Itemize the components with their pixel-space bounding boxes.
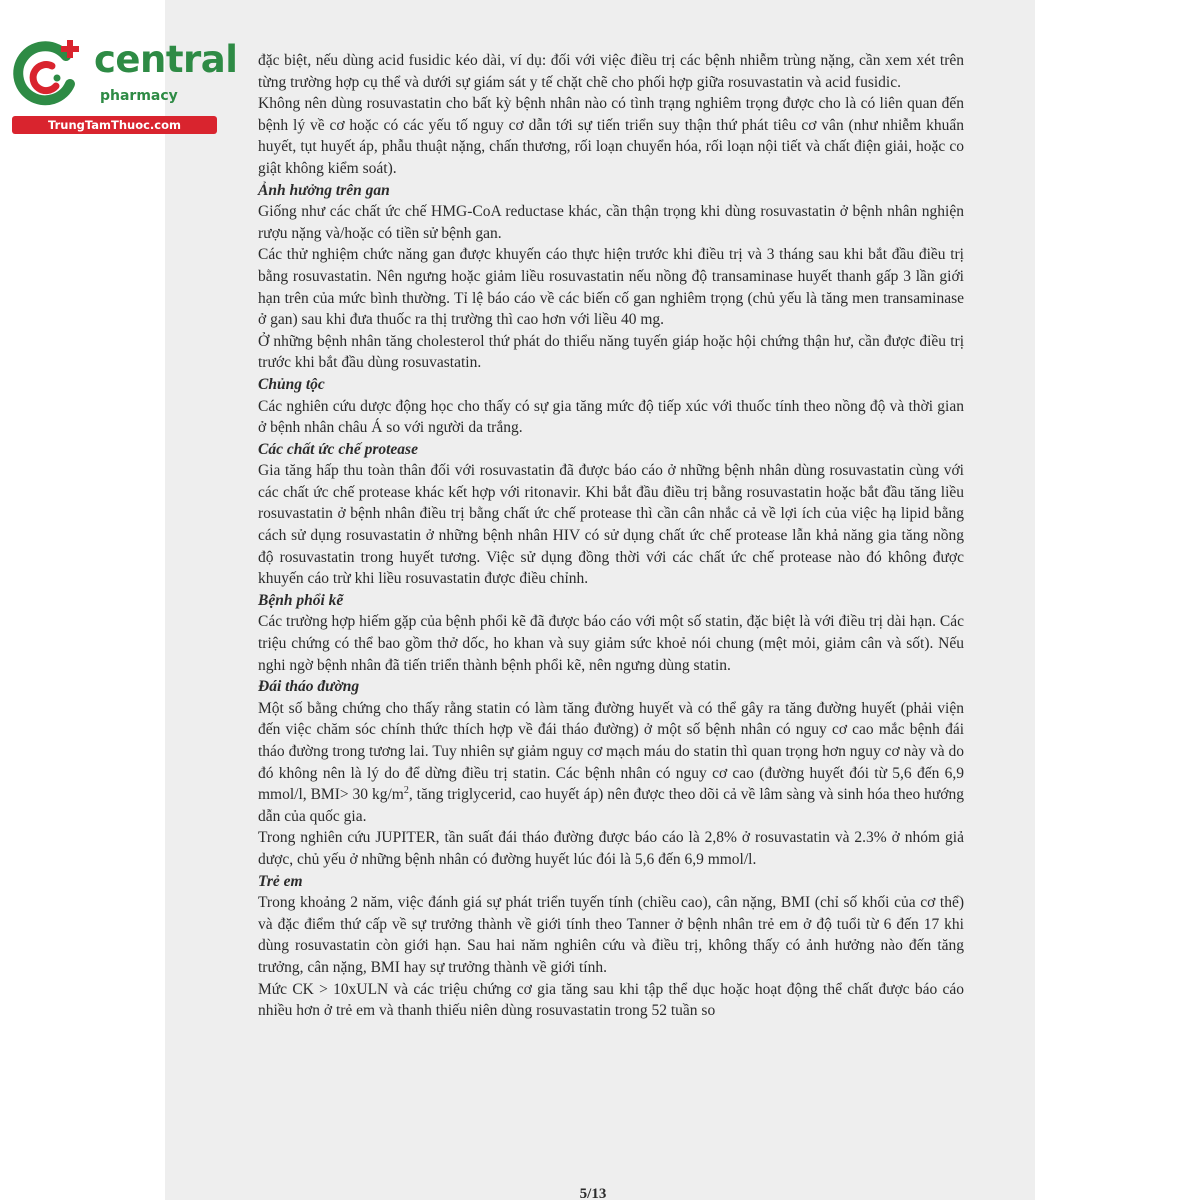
central-pharmacy-logo[interactable] xyxy=(8,36,238,136)
paragraph: Các trường hợp hiếm gặp của bệnh phổi kẽ đã được báo cáo với một số statin, đặc biệt là với điều trị dài hạn. Các triệu chứng có thể bao gồm thở dốc, ho khan và suy giảm sức khoẻ nói chung (mệt mỏi, giảm cân và sốt). Nếu nghi ngờ bệnh nhân đã tiến triển thành bệnh phổi kẽ, nên ngưng dùng statin. xyxy=(258,613,964,674)
section-heading-liver: Ảnh hưởng trên gan xyxy=(258,181,390,199)
paragraph: Gia tăng hấp thu toàn thân đối với rosuvastatin đã được báo cáo ở những bệnh nhân dùng rosuvastatin cùng với các chất ức chế protease khác kết hợp với ritonavir. Khi bắt đầu điều trị bằng rosuvastatin hoặc bắt đầu tăng liều rosuvastatin ở bệnh nhân điều trị bằng chất ức chế protease thì cần cân nhắc cả về lợi ích của việc hạ lipid bằng cách sử dụng rosuvastatin ở những bệnh nhân HIV có sử dụng chất ức chế protease lẫn khả năng gia tăng nồng độ rosuvastatin trong huyết tương. Việc sử dụng đồng thời với các chất ức chế protease nào đó không được khuyến cáo trừ khi liều rosuvastatin được điều chỉnh. xyxy=(258,462,964,588)
paragraph: Ở những bệnh nhân tăng cholesterol thứ phát do thiểu năng tuyến giáp hoặc hội chứng thận hư, cần được điều trị trước khi bắt đầu dùng rosuvastatin. xyxy=(258,332,964,372)
logo-subtitle: pharmacy xyxy=(100,88,178,104)
logo-name: central xyxy=(94,38,238,81)
document-body xyxy=(258,50,964,1022)
paragraph: Trong khoảng 2 năm, việc đánh giá sự phát triển tuyến tính (chiều cao), cân nặng, BMI (chỉ số khối của cơ thể) và đặc điểm thứ cấp về sự trưởng thành về giới tính theo Tanner ở bệnh nhân trẻ em ở độ tuổi từ 6 đến 17 khi dùng rosuvastatin còn giới hạn. Sau hai năm nghiên cứu và điều trị, không thấy có ảnh hưởng nào đến tăng trưởng, cân nặng, BMI hay sự trưởng thành về giới tính. xyxy=(258,894,964,976)
text-run: , tăng triglycerid, cao huyết áp) nên được theo dõi cả về lâm sàng và sinh hóa theo hướng dẫn của quốc gia. xyxy=(258,786,964,825)
paragraph: đặc biệt, nếu dùng acid fusidic kéo dài, ví dụ: đối với việc điều trị các bệnh nhiễm trùng nặng, cần xem xét trên từng trường hợp cụ thể và dưới sự giám sát y tế chặt chẽ cho phối hợp giữa rosuvastatin và acid fusidic. xyxy=(258,52,964,91)
text-run: Một số bằng chứng cho thấy rằng statin có làm tăng đường huyết và có thể gây ra tăng đường huyết (phải viện đến việc chăm sóc chính thức thích hợp về đái tháo đường) ở một số bệnh nhân có nguy cơ cao mắc bệnh đái tháo đường trong tương lai. Tuy nhiên sự giảm nguy cơ mạch máu do statin thì quan trọng hơn nguy cơ này và do đó không nên là lý do để dừng điều trị statin. Các bệnh nhân có nguy cơ cao (đường huyết đói từ 5,6 đến 6,9 mmol/l, BMI> 30 kg/m xyxy=(258,699,964,804)
paragraph xyxy=(258,698,964,828)
superscript: 2 xyxy=(403,785,409,797)
paragraph: Mức CK > 10xULN và các triệu chứng cơ gia tăng sau khi tập thể dục hoặc hoạt động thể chất được báo cáo nhiều hơn ở trẻ em và thanh thiếu niên dùng rosuvastatin trong 52 tuần so xyxy=(258,980,964,1020)
pharmacy-cross-logo-icon xyxy=(12,38,86,112)
section-heading-lung: Bệnh phổi kẽ xyxy=(258,591,344,609)
section-heading-protease: Các chất ức chế protease xyxy=(258,440,418,458)
section-heading-race: Chủng tộc xyxy=(258,375,325,393)
paragraph: Trong nghiên cứu JUPITER, tần suất đái tháo đường được báo cáo là 2,8% ở rosuvastatin và 2.3% ở nhóm giả dược, chủ yếu ở những bệnh nhân có đường huyết lúc đói là 5,6 đến 6,9 mmol/l. xyxy=(258,829,964,868)
page-number: 5/13 xyxy=(579,1186,607,1202)
section-heading-children: Trẻ em xyxy=(258,872,303,890)
paragraph: Các thử nghiệm chức năng gan được khuyến cáo thực hiện trước khi điều trị và 3 tháng sau khi bắt đầu điều trị bằng rosuvastatin. Nên ngưng hoặc giảm liều rosuvastatin nếu nồng độ transaminase huyết thanh gấp 3 lần giới hạn trên của mức bình thường. Tỉ lệ báo cáo về các biến cố gan nghiêm trọng (chủ yếu là tăng men transaminase ở gan) sau khi đưa thuốc ra thị trường thì cao hơn với liều 40 mg. xyxy=(258,246,964,329)
paragraph: Giống như các chất ức chế HMG-CoA reductase khác, cần thận trọng khi dùng rosuvastatin ở bệnh nhân nghiện rượu nặng và/hoặc có tiền sử bệnh gan. xyxy=(258,203,964,242)
section-heading-diabetes: Đái tháo đường xyxy=(258,678,360,696)
logo-site-link[interactable]: TrungTamThuoc.com xyxy=(12,116,217,134)
paragraph: Các nghiên cứu dược động học cho thấy có sự gia tăng mức độ tiếp xúc với thuốc tính theo nồng độ và thời gian ở bệnh nhân châu Á so với người da trắng. xyxy=(258,397,964,437)
paragraph: Không nên dùng rosuvastatin cho bất kỳ bệnh nhân nào có tình trạng nghiêm trọng được cho là có liên quan đến bệnh lý về cơ hoặc có các yếu tố nguy cơ dẫn tới sự tiến triển suy thận thứ phát tiêu cơ vân (như nhiễm khuẩn huyết, tụt huyết áp, phẫu thuật nặng, chấn thương, rối loạn chuyển hóa, rối loạn nội tiết và chất điện giải, hoặc co giật không kiểm soát). xyxy=(258,95,964,177)
